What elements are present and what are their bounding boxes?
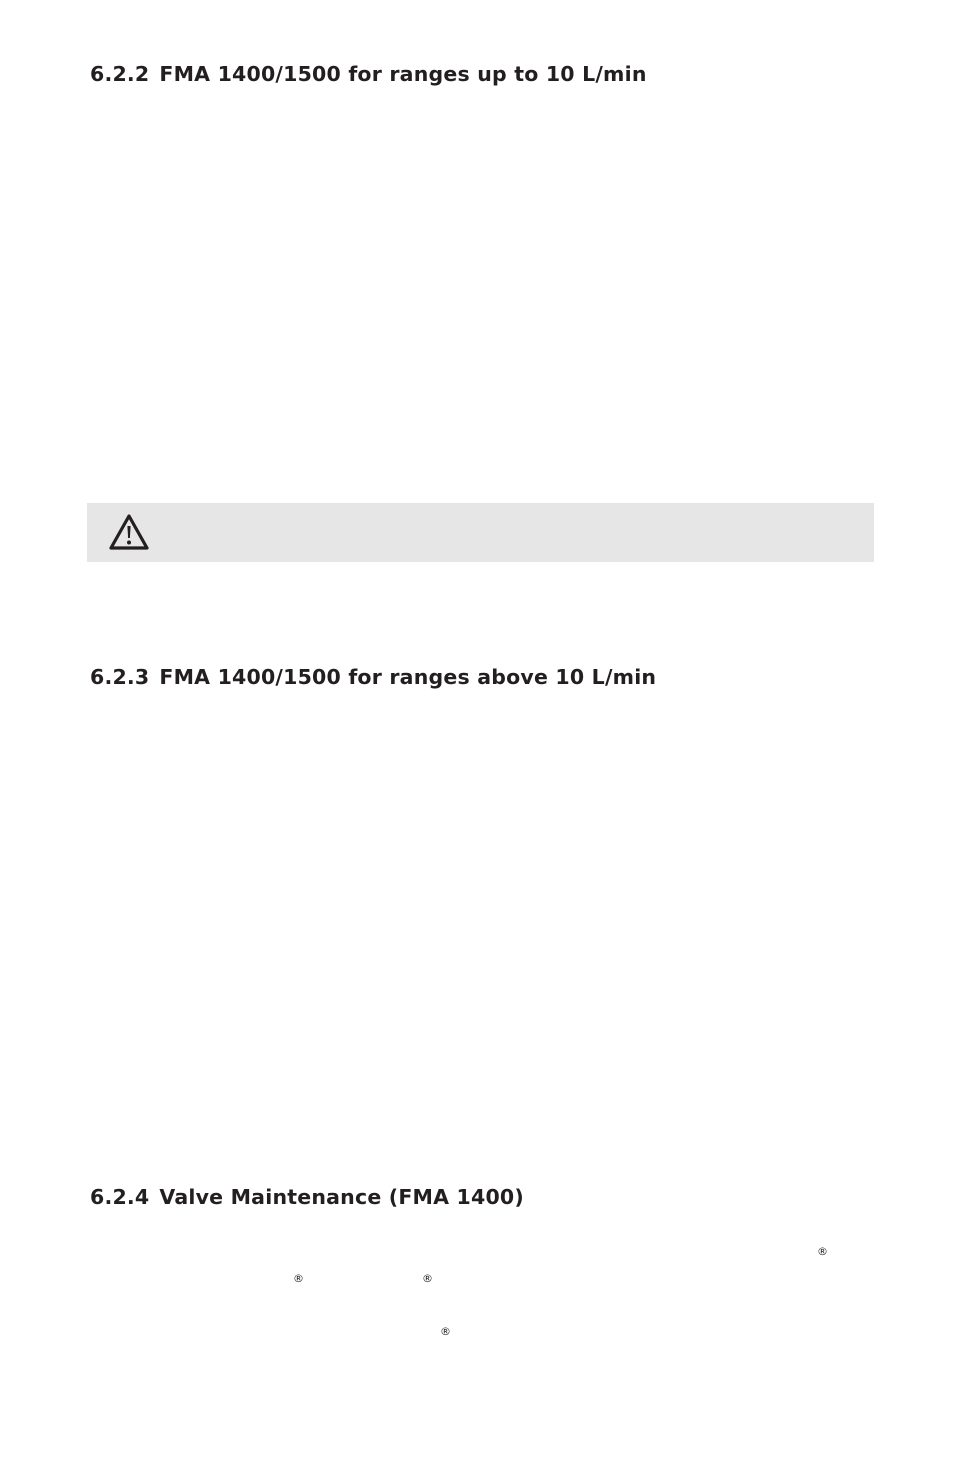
section-title: FMA 1400/1500 for ranges above 10 L/min	[159, 665, 657, 689]
section-number: 6.2.2	[90, 62, 150, 86]
section-title: FMA 1400/1500 for ranges up to 10 L/min	[159, 62, 647, 86]
section-title: Valve Maintenance (FMA 1400)	[159, 1185, 524, 1209]
registered-mark: ®	[440, 1325, 451, 1338]
registered-mark: ®	[293, 1272, 304, 1285]
section-heading-6-2-3	[90, 665, 656, 689]
warning-triangle-icon	[108, 513, 150, 551]
registered-mark: ®	[422, 1272, 433, 1285]
registered-mark: ®	[817, 1245, 828, 1258]
section-heading-6-2-2	[90, 62, 647, 86]
section-heading-6-2-4	[90, 1185, 524, 1209]
section-number: 6.2.3	[90, 665, 150, 689]
warning-box	[87, 503, 874, 562]
section-number: 6.2.4	[90, 1185, 150, 1209]
